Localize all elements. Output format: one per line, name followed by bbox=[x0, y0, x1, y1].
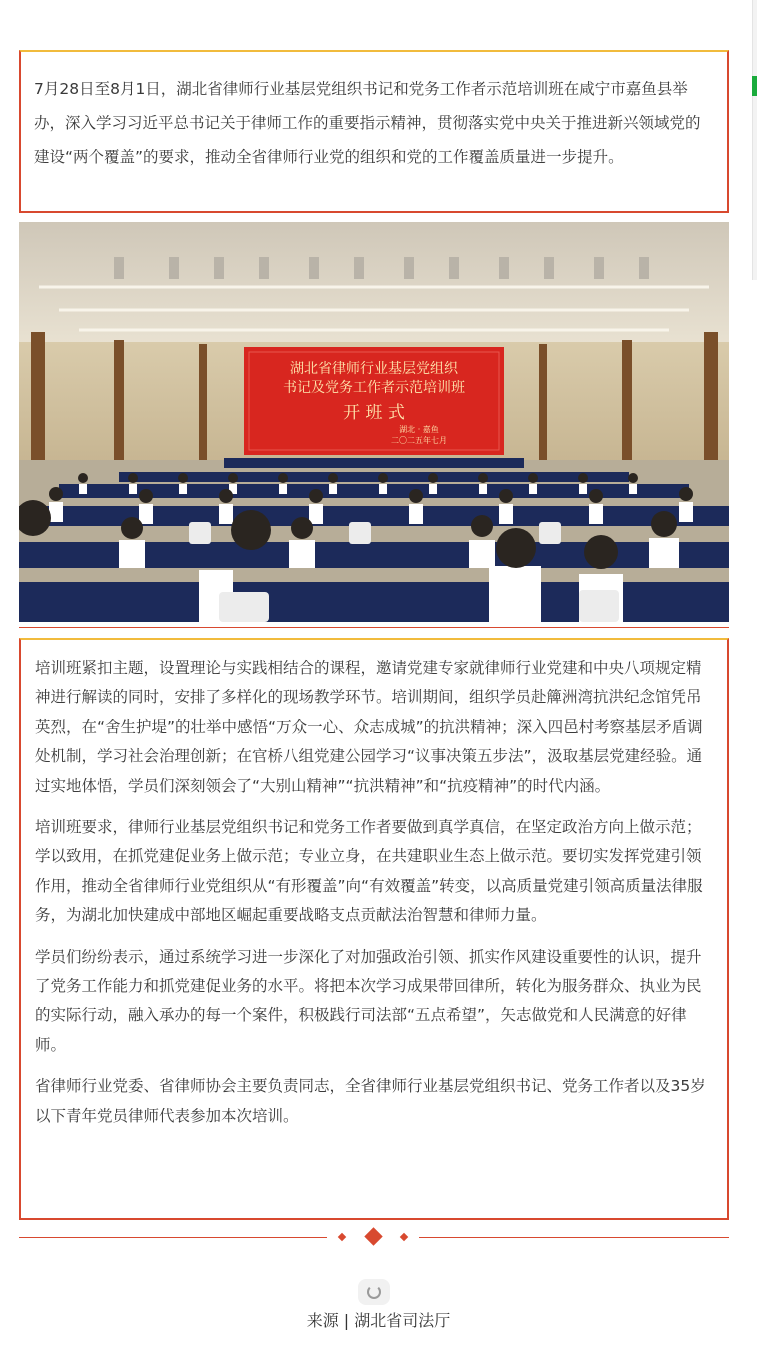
banner-title-line1: 湖北省律师行业基层党组织 bbox=[290, 361, 458, 377]
body-paragraph-4: 省律师行业党委、省律师协会主要负责同志，全省律师行业基层党组织书记、党务工作者以及35岁以下青年党员律师代表参加本次培训。 bbox=[35, 1077, 706, 1125]
training-photo bbox=[19, 222, 729, 622]
ornament-divider bbox=[19, 1224, 729, 1250]
source-name: 湖北省司法厅 bbox=[354, 1311, 451, 1330]
ornament-line-right bbox=[419, 1237, 729, 1238]
source-label: 来源 bbox=[306, 1311, 339, 1330]
loading-spinner bbox=[358, 1279, 390, 1305]
scrollbar-thumb[interactable] bbox=[752, 76, 757, 96]
page-scrollbar[interactable] bbox=[752, 0, 757, 280]
meeting-hall-illustration bbox=[19, 222, 729, 622]
banner-place: 湖北 · 嘉鱼 bbox=[399, 425, 439, 434]
intro-paragraph: 7月28日至8月1日，湖北省律师行业基层党组织书记和党务工作者示范培训班在咸宁市嘉鱼县举办，深入学习习近平总书记关于律师工作的重要指示精神，贯彻落实党中央关于推进新兴领域党的建设“两个覆盖”的要求，推动全省律师行业党的组织和党的工作覆盖质量进一步提升。 bbox=[34, 80, 701, 166]
section-divider-line bbox=[19, 627, 729, 628]
body-box bbox=[19, 638, 729, 1220]
source-credit bbox=[0, 1308, 757, 1331]
banner-title-line2: 书记及党务工作者示范培训班 bbox=[283, 380, 465, 396]
body-paragraph-1: 培训班紧扣主题，设置理论与实践相结合的课程，邀请党建专家就律师行业党建和中央八项规定精神进行解读的同时，安排了多样化的现场教学环节。培训期间，组织学员赴簰洲湾抗洪纪念馆凭吊英烈，在“舍生护堤”的壮举中感悟“万众一心、众志成城”的抗洪精神；深入四邑村考察基层矛盾调处机制，学习社会治理创新；在官桥八组党建公园学习“议事决策五步法”，汲取基层党建经验。通过实地体悟，学员们深刻领会了“大别山精神”“抗洪精神”和“抗疫精神”的时代内涵。 bbox=[35, 659, 703, 795]
ornament-line-left bbox=[19, 1237, 327, 1238]
spinner-icon bbox=[367, 1285, 381, 1299]
body-paragraph-2: 培训班要求，律师行业基层党组织书记和党务工作者要做到真学真信，在坚定政治方向上做示范；学以致用，在抓党建促业务上做示范；专业立身，在共建职业生态上做示范。要切实发挥党建引领作用，推动全省律师行业党组织从“有形覆盖”向“有效覆盖”转变，以高质量党建引领高质量法律服务，为湖北加快建成中部地区崛起重要战略支点贡献法治智慧和律师力量。 bbox=[35, 818, 703, 925]
banner-ceremony: 开 班 式 bbox=[343, 403, 405, 423]
body-paragraph-3: 学员们纷纷表示，通过系统学习进一步深化了对加强政治引领、抓实作风建设重要性的认识，提升了党务工作能力和抓党建促业务的水平。将把本次学习成果带回律所，转化为服务群众、执业为民的实际行动，融入承办的每一个案件，积极践行司法部“五点希望”，矢志做党和人民满意的好律师。 bbox=[35, 947, 702, 1054]
large-diamond-icon bbox=[364, 1227, 382, 1245]
intro-box bbox=[19, 50, 729, 213]
source-separator: | bbox=[343, 1311, 350, 1330]
small-diamond-icon-right bbox=[400, 1233, 408, 1241]
banner-date: 二〇二五年七月 bbox=[391, 436, 447, 445]
small-diamond-icon-left bbox=[338, 1233, 346, 1241]
